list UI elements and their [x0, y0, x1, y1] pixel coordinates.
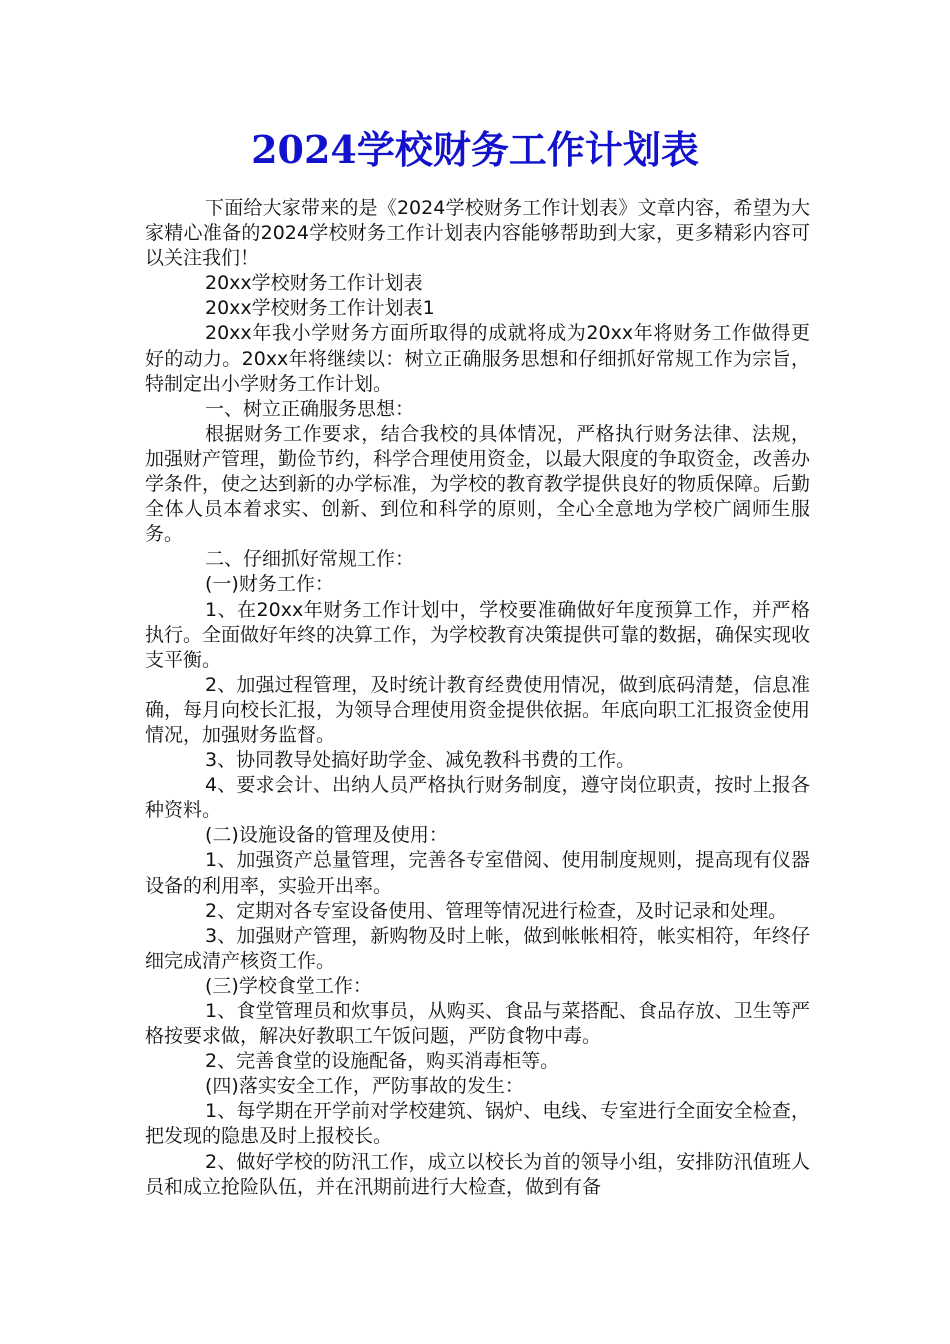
- paragraph: 20xx学校财务工作计划表1: [205, 297, 435, 320]
- subsection-heading: (四)落实安全工作，严防事故的发生：: [205, 1075, 524, 1098]
- section-heading: 一、树立正确服务思想：: [205, 397, 415, 420]
- paragraph: 1、加强资产总量管理，完善各专室借阅、使用制度规则，提高现有仪器设备的利用率，实验开出率。: [145, 849, 810, 897]
- paragraph: 1、每学期在开学前对学校建筑、锅炉、电线、专室进行全面安全检查，把发现的隐患及时上报校长。: [145, 1100, 810, 1148]
- paragraph: 1、食堂管理员和炊事员，从购买、食品与菜搭配、食品存放、卫生等严格按要求做，解决好教职工午饭问题，严防食物中毒。: [145, 1000, 810, 1048]
- subsection-heading: (二)设施设备的管理及使用：: [205, 824, 448, 847]
- paragraph: 2、完善食堂的设施配备，购买消毒柜等。: [205, 1050, 560, 1073]
- paragraph: 3、加强财产管理，新购物及时上帐，做到帐帐相符，帐实相符，年终仔细完成清产核资工作。: [145, 924, 810, 972]
- document-title: 2024学校财务工作计划表: [251, 127, 699, 172]
- paragraph: 下面给大家带来的是《2024学校财务工作计划表》文章内容，希望为大家精心准备的2024学校财务工作计划表内容能够帮助到大家，更多精彩内容可以关注我们！: [145, 197, 810, 270]
- paragraph: 20xx年我小学财务方面所取得的成就将成为20xx年将财务工作做得更好的动力。20xx年将继续以：树立正确服务思想和仔细抓好常规工作为宗旨，特制定出小学财务工作计划。: [145, 322, 810, 395]
- paragraph: 3、协同教导处搞好助学金、减免教科书费的工作。: [205, 749, 636, 772]
- subsection-heading: (一)财务工作：: [205, 573, 334, 596]
- document-body: [145, 196, 810, 1200]
- paragraph: 4、要求会计、出纳人员严格执行财务制度，遵守岗位职责，按时上报各种资料。: [145, 774, 810, 822]
- paragraph: 根据财务工作要求，结合我校的具体情况，严格执行财务法律、法规，加强财产管理，勤俭节约，科学合理使用资金，以最大限度的争取资金，改善办学条件，使之达到新的办学标准，为学校的教育教学提供良好的物质保障。后勤全体人员本着求实、创新、到位和科学的原则，全心全意地为学校广阔师生服务。: [145, 422, 811, 546]
- subsection-heading: (三)学校食堂工作：: [205, 974, 372, 997]
- paragraph: 2、加强过程管理，及时统计教育经费使用情况，做到底码清楚，信息准确，每月向校长汇报，为领导合理使用资金提供依据。年底向职工汇报资金使用情况，加强财务监督。: [145, 673, 811, 746]
- section-heading: 二、仔细抓好常规工作：: [205, 548, 415, 571]
- paragraph: 2、做好学校的防汛工作，成立以校长为首的领导小组，安排防汛值班人员和成立抢险队伍，并在汛期前进行大检查，做到有备: [145, 1150, 810, 1198]
- paragraph: 2、定期对各专室设备使用、管理等情况进行检查，及时记录和处理。: [205, 899, 788, 922]
- paragraph: 1、在20xx年财务工作计划中，学校要准确做好年度预算工作，并严格执行。全面做好年终的决算工作，为学校教育决策提供可靠的数据，确保实现收支平衡。: [145, 598, 811, 671]
- paragraph: 20xx学校财务工作计划表: [205, 272, 423, 295]
